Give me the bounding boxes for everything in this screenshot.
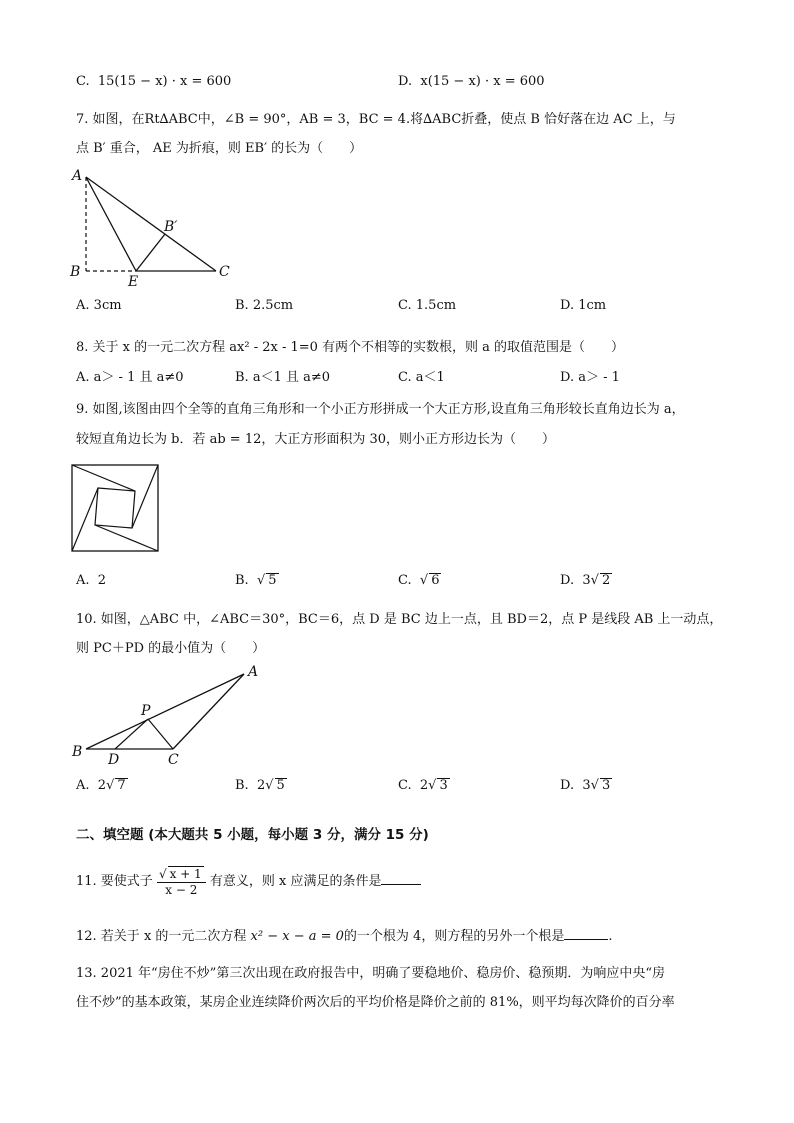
radicand: 6 (431, 573, 440, 588)
radicand: 3 (439, 778, 448, 793)
q7-option-d (560, 297, 606, 315)
q11-stem (76, 864, 421, 900)
option-expression: 15(15 − x) · x = 600 (97, 74, 232, 89)
q6-option-c (76, 73, 231, 91)
label-a: A (248, 664, 259, 680)
option-label: D. (560, 370, 575, 385)
q7-option-c (398, 297, 456, 315)
q10-option-a (76, 777, 128, 795)
q7-option-a (76, 297, 122, 315)
q9-square-figure (70, 463, 162, 553)
q9-option-b (235, 572, 279, 590)
section-heading-fill-in: 二、填空题 (本大题共 5 小题，每小题 3 分，满分 15 分) (76, 827, 429, 843)
option-text: 2 (97, 573, 107, 588)
q10-option-c (398, 777, 450, 795)
q8-option-b (235, 369, 330, 387)
option-label: B. (235, 298, 249, 313)
option-label: B. (235, 370, 249, 385)
option-label: C. (76, 74, 90, 89)
q6-option-d (398, 73, 545, 91)
edge-ba (86, 674, 244, 749)
q12-stem (76, 927, 612, 946)
option-label: D. (560, 778, 575, 793)
q13-stem-line1: 13. 2021 年“房住不炒”第三次出现在政府报告中，明确了要稳地价、稳房价、稳预期．为响应中央“房 (76, 966, 665, 981)
label-c: C (219, 264, 230, 280)
q9-option-c (398, 572, 441, 590)
q12-prefix: 12. 若关于 x 的一元二次方程 (76, 929, 247, 944)
triangle-edge-1 (72, 465, 135, 491)
option-text: a＞ - 1 且 a≠0 (93, 370, 184, 385)
q7-stem-line1: 7. 如图，在Rt∆ABC中，∠B = 90°，AB = 3，BC = 4.将∆ABC折叠，使点 B 恰好落在边 AC 上，与 (76, 112, 676, 127)
q7-option-b (235, 297, 293, 315)
radicand: 2 (601, 573, 611, 588)
radicand: 3 (601, 778, 611, 793)
option-label: C. (398, 298, 412, 313)
sqrt-icon: √ (419, 573, 429, 588)
edge-ca (173, 674, 244, 749)
option-text: a＞ - 1 (578, 370, 620, 385)
option-label: C. (398, 778, 412, 793)
triangle-edge-4 (72, 488, 98, 551)
radical-coefficient: 2 (419, 778, 429, 793)
option-label: A. (76, 370, 90, 385)
sqrt-icon: √ (590, 778, 599, 793)
q10-stem-line2: 则 PC＋PD 的最小值为（ ） (76, 641, 266, 656)
option-label: C. (398, 573, 412, 588)
option-label: C. (398, 370, 412, 385)
option-label: A. (76, 298, 90, 313)
option-text: a＜1 且 a≠0 (252, 370, 331, 385)
option-label: D. (560, 298, 575, 313)
sqrt-icon: √ (265, 778, 274, 793)
q10-option-b (235, 777, 287, 795)
option-text: 3cm (93, 298, 122, 313)
radicand: x + 1 (169, 866, 202, 881)
q13-stem-line2: 住不炒”的基本政策，某房企业连续降价两次后的平均价格是降价之前的 81%，则平均每次降价的百分率 (76, 995, 675, 1010)
q9-stem-line1: 9. 如图,该图由四个全等的直角三角形和一个小正方形拼成一个大正方形,设直角三角形较长直角边长为 a， (76, 402, 685, 417)
big-square (72, 465, 158, 551)
option-text: a＜1 (415, 370, 445, 385)
radical-coefficient: 3 (582, 778, 591, 793)
label-b: B (70, 264, 81, 280)
small-square (95, 488, 135, 528)
radicand: 5 (276, 778, 285, 793)
fraction-denominator: x − 2 (165, 882, 198, 897)
q10-triangle-figure (68, 662, 268, 768)
option-label: B. (235, 778, 249, 793)
option-text: 2.5cm (252, 298, 294, 313)
q9-stem-line2: 较短直角边长为 b．若 ab = 12，大正方形面积为 30，则小正方形边长为（ ） (76, 432, 556, 447)
option-label: D. (560, 573, 575, 588)
label-d: D (108, 752, 120, 768)
sqrt-icon: √ (106, 778, 115, 793)
q11-suffix: 有意义，则 x 应满足的条件是 (209, 874, 382, 889)
segment-pc (148, 719, 173, 749)
edge-eb-prime (136, 234, 165, 271)
option-label: A. (76, 778, 90, 793)
q9-option-a (76, 572, 106, 590)
option-text: 1cm (578, 298, 607, 313)
sqrt-icon: √ (158, 866, 167, 881)
option-label: D. (398, 74, 413, 89)
label-e: E (128, 274, 139, 290)
answer-blank[interactable] (564, 927, 608, 940)
sqrt-icon: √ (590, 573, 599, 588)
sqrt-icon: √ (428, 778, 437, 793)
radical-coefficient: 2 (256, 778, 266, 793)
option-label: B. (235, 573, 249, 588)
label-c: C (168, 752, 179, 768)
edge-ac (86, 177, 216, 271)
q8-stem: 8. 关于 x 的一元二次方程 ax² - 2x - 1=0 有两个不相等的实数根，则 a 的取值范围是（ ） (76, 340, 625, 355)
q7-stem-line2: 点 B′ 重合， AE 为折痕，则 EB′ 的长为（ ） (76, 141, 363, 156)
q10-option-d (560, 777, 612, 795)
label-p: P (141, 703, 151, 719)
q11-fraction (157, 866, 206, 898)
triangle-edge-2 (132, 465, 158, 528)
q12-suffix: 的一个根为 4，则方程的另外一个根是 (343, 929, 565, 944)
label-a: A (72, 168, 83, 184)
answer-blank[interactable] (381, 872, 421, 885)
label-b: B (72, 744, 83, 760)
q8-option-a (76, 369, 184, 387)
radicand: 7 (117, 778, 126, 793)
q12-end: . (608, 929, 613, 944)
q8-option-c (398, 369, 445, 387)
q10-stem-line1: 10. 如图，△ABC 中，∠ABC＝30°，BC＝6，点 D 是 BC 边上一点，且 BD＝2，点 P 是线段 AB 上一动点， (76, 612, 723, 627)
option-expression: x(15 − x) · x = 600 (420, 74, 545, 89)
radical-coefficient: 2 (97, 778, 107, 793)
option-label: A. (76, 573, 90, 588)
triangle-edge-3 (95, 525, 158, 551)
radical-coefficient: 3 (582, 573, 591, 588)
q8-option-d (560, 369, 620, 387)
radicand: 5 (268, 573, 277, 588)
q9-option-d (560, 572, 612, 590)
q11-prefix: 11. 要使式子 (76, 874, 153, 889)
sqrt-icon: √ (256, 573, 266, 588)
option-text: 1.5cm (415, 298, 457, 313)
segment-pd (115, 719, 148, 749)
fraction-numerator (157, 866, 206, 883)
q7-triangle-figure (64, 165, 244, 290)
label-b-prime: B′ (164, 219, 178, 235)
q12-equation: x² − x − a = 0 (250, 929, 344, 944)
edge-ae-fold (86, 177, 136, 271)
